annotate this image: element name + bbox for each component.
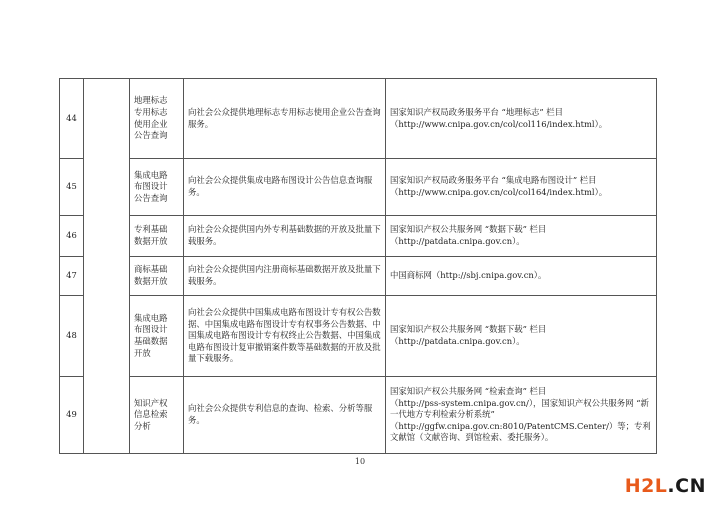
service-name: 商标基础 数据开放: [130, 257, 184, 296]
row-number: 49: [60, 377, 84, 454]
service-name: 专利基础 数据开放: [130, 216, 184, 257]
service-description: 向社会公众提供专利信息的查询、检索、分析等服务。: [184, 377, 386, 454]
service-channel: 中国商标网（http://sbj.cnipa.gov.cn）。: [386, 257, 657, 296]
table-row: [60, 216, 657, 257]
service-name: 地理标志 专用标志 使用企业 公告查询: [130, 79, 184, 159]
service-channel: 国家知识产权公共服务网 “检索查询” 栏目 （http://pss-system.cnipa.gov.cn/），国家知识产权公共服务网 “新一代地方专利检索分析系统” （http://ggfw.cnipa.gov.cn:8010/PatentCMS.Center/）等；专利文献馆（文献咨询、到馆检索、委托服务）。: [386, 377, 657, 454]
service-name: 知识产权 信息检索 分析: [130, 377, 184, 454]
service-channel: 国家知识产权局政务服务平台 “地理标志” 栏目 （http://www.cnipa.gov.cn/col/col116/index.html）。: [386, 79, 657, 159]
table-row: [60, 377, 657, 454]
table-row: [60, 159, 657, 216]
row-number: 47: [60, 257, 84, 296]
service-description: 向社会公众提供集成电路布图设计公告信息查询服务。: [184, 159, 386, 216]
watermark-logo-left: H2L: [624, 475, 668, 497]
row-number: 48: [60, 296, 84, 377]
service-name: 集成电路 布图设计 公告查询: [130, 159, 184, 216]
row-number: 46: [60, 216, 84, 257]
row-number: 44: [60, 79, 84, 159]
table-row: [60, 296, 657, 377]
service-name: 集成电路 布图设计 基础数据 开放: [130, 296, 184, 377]
table-row: [60, 257, 657, 296]
service-description: 向社会公众提供国内外专利基础数据的开放及批量下载服务。: [184, 216, 386, 257]
watermark-logo-right: .CN: [667, 475, 706, 497]
category-cell: [84, 79, 130, 454]
service-channel: 国家知识产权局政务服务平台 “集成电路布图设计” 栏目 （http://www.cnipa.gov.cn/col/col164/index.html）。: [386, 159, 657, 216]
table-row: [60, 79, 657, 159]
service-description: 向社会公众提供中国集成电路布图设计专有权公告数据、中国集成电路布图设计专有权事务公告数据、中国集成电路布图设计专有权终止公告数据、中国集成电路布图设计复审撤销案件数等基础数据的开放及批量下载服务。: [184, 296, 386, 377]
service-channel: 国家知识产权公共服务网 “数据下载” 栏目 （http://patdata.cnipa.gov.cn）。: [386, 296, 657, 377]
service-channel: 国家知识产权公共服务网 “数据下载” 栏目 （http://patdata.cnipa.gov.cn）。: [386, 216, 657, 257]
service-description: 向社会公众提供地理标志专用标志使用企业公告查询服务。: [184, 79, 386, 159]
page-number: 10: [354, 457, 366, 466]
service-table: [59, 78, 657, 454]
watermark-logo: [625, 475, 706, 497]
service-description: 向社会公众提供国内注册商标基础数据开放及批量下载服务。: [184, 257, 386, 296]
row-number: 45: [60, 159, 84, 216]
